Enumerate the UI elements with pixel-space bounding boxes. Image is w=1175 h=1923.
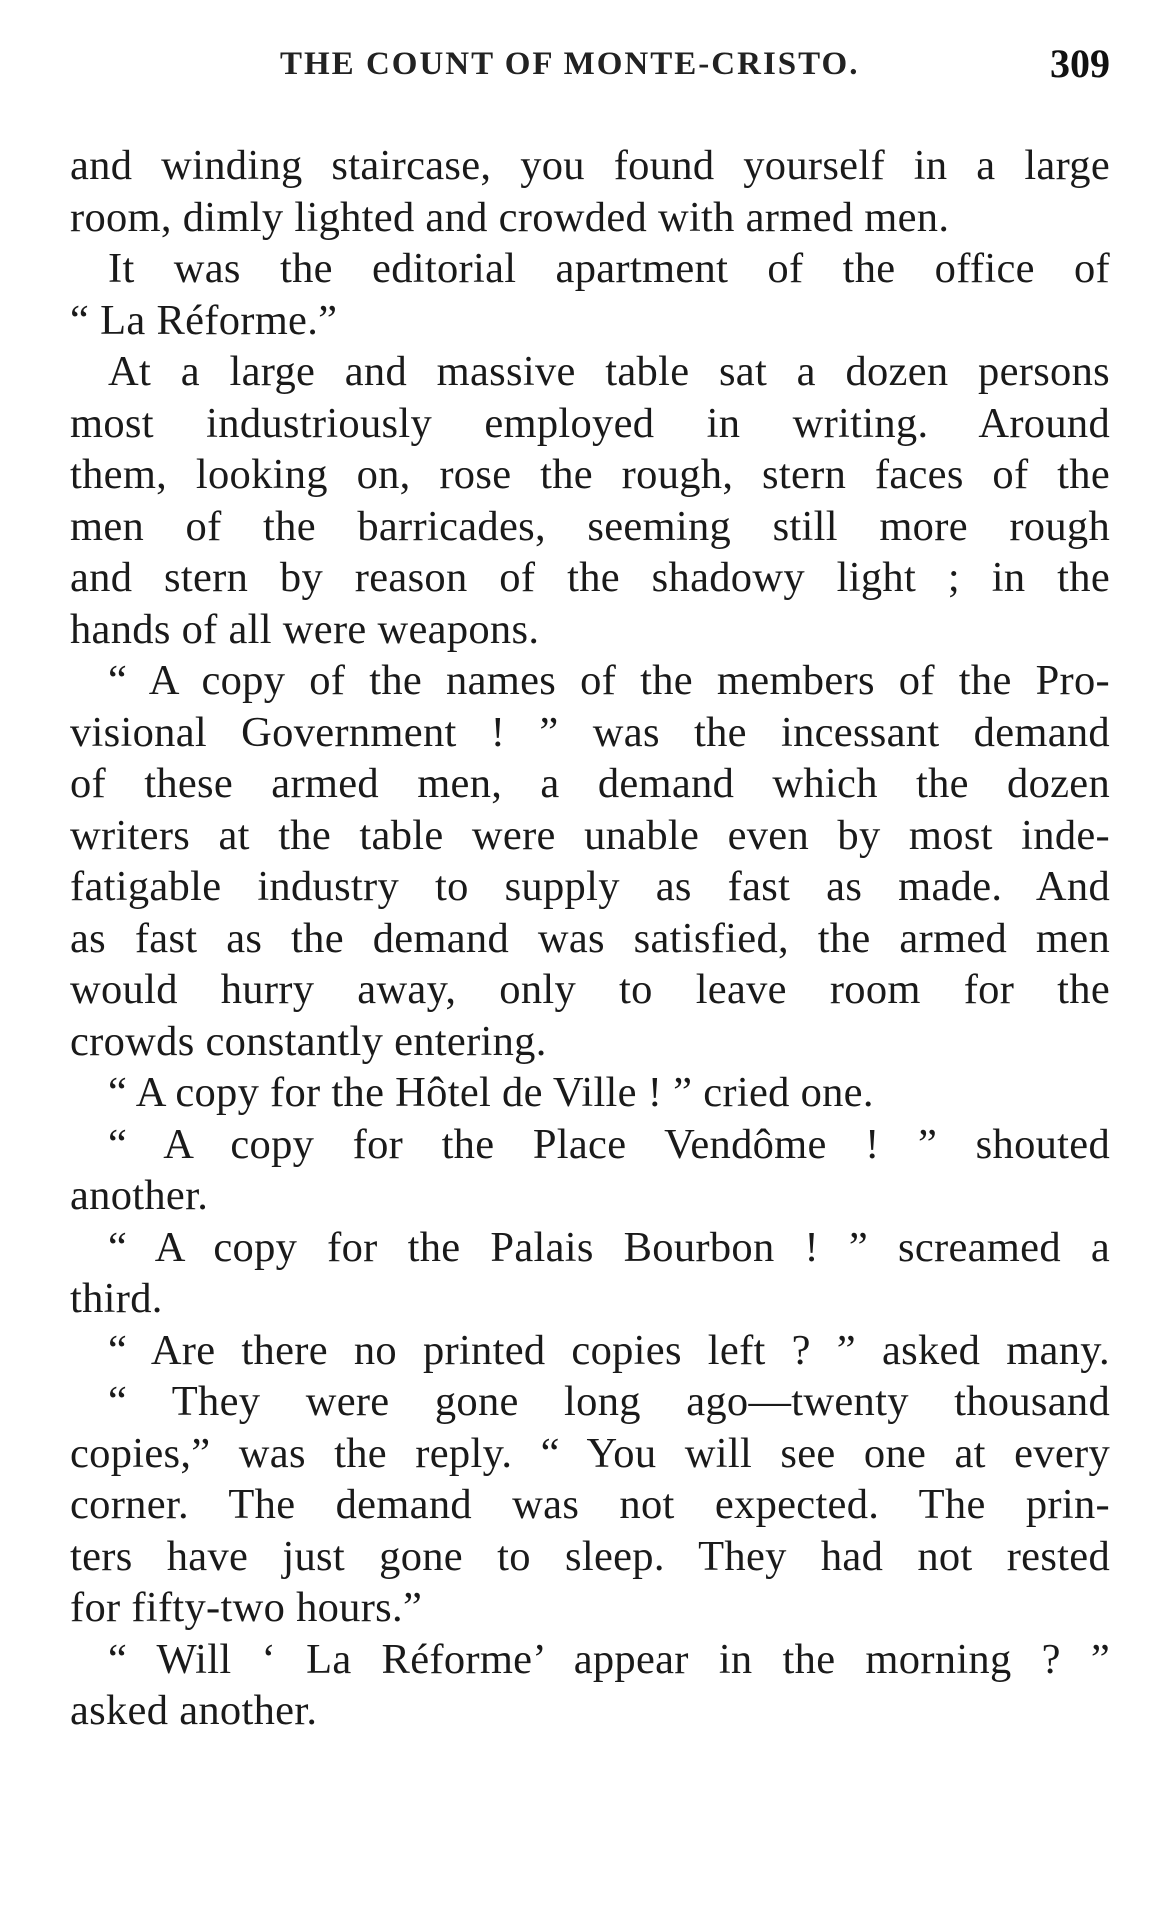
text-line: as fast as the demand was satisfied, the armed men <box>70 914 1110 962</box>
text-line: another. <box>70 1172 209 1219</box>
running-header <box>70 40 1110 90</box>
text-line: It was the editorial apartment of the office of <box>108 245 1110 292</box>
body-text <box>70 140 1110 1737</box>
running-title: THE COUNT OF MONTE-CRISTO. <box>280 46 860 82</box>
text-line: writers at the table were unable even by most inde- <box>70 811 1110 859</box>
text-line: room, dimly lighted and crowded with armed men. <box>70 193 950 241</box>
text-line: “ A copy for the Place Vendôme ! ” shouted <box>108 1120 1110 1168</box>
text-line: visional Government ! ” was the incessant demand <box>70 708 1110 756</box>
text-line: them, looking on, rose the rough, stern faces of the <box>70 451 1110 498</box>
text-line: “ They were gone long ago—twenty thousand <box>108 1378 1110 1425</box>
text-line: most industriously employed in writing. Around <box>70 399 1110 447</box>
text-line: “ A copy for the Palais Bourbon ! ” screamed a <box>108 1223 1110 1271</box>
text-line: “ A copy of the names of the members of the Pro- <box>108 657 1110 704</box>
text-line: for fifty-two hours.” <box>70 1584 423 1631</box>
text-line: third. <box>70 1275 163 1322</box>
text-line: and stern by reason of the shadowy light ; in the <box>70 554 1110 601</box>
text-line: crowds constantly entering. <box>70 1017 547 1065</box>
text-line: At a large and massive table sat a dozen persons <box>108 348 1110 395</box>
page-number: 309 <box>1050 41 1110 86</box>
text-line: hands of all were weapons. <box>70 605 540 653</box>
text-line: fatigable industry to supply as fast as made. And <box>70 863 1110 910</box>
text-line: of these armed men, a demand which the dozen <box>70 760 1110 807</box>
text-line: men of the barricades, seeming still more rough <box>70 502 1110 550</box>
text-line: would hurry away, only to leave room for the <box>70 966 1110 1013</box>
text-line: “ La Réforme.” <box>70 296 338 344</box>
text-line: “ A copy for the Hôtel de Ville ! ” cried one. <box>108 1069 874 1116</box>
text-line: and winding staircase, you found yourself in a large <box>70 142 1110 189</box>
text-line: copies,” was the reply. “ You will see one at every <box>70 1429 1110 1477</box>
text-line: “ Are there no printed copies left ? ” asked many. <box>108 1326 1110 1374</box>
text-line: ters have just gone to sleep. They had not rested <box>70 1532 1110 1580</box>
text-line: corner. The demand was not expected. The prin- <box>70 1481 1110 1528</box>
text-line: asked another. <box>70 1687 318 1734</box>
text-line: “ Will ‘ La Réforme’ appear in the morning ? ” <box>108 1635 1110 1683</box>
